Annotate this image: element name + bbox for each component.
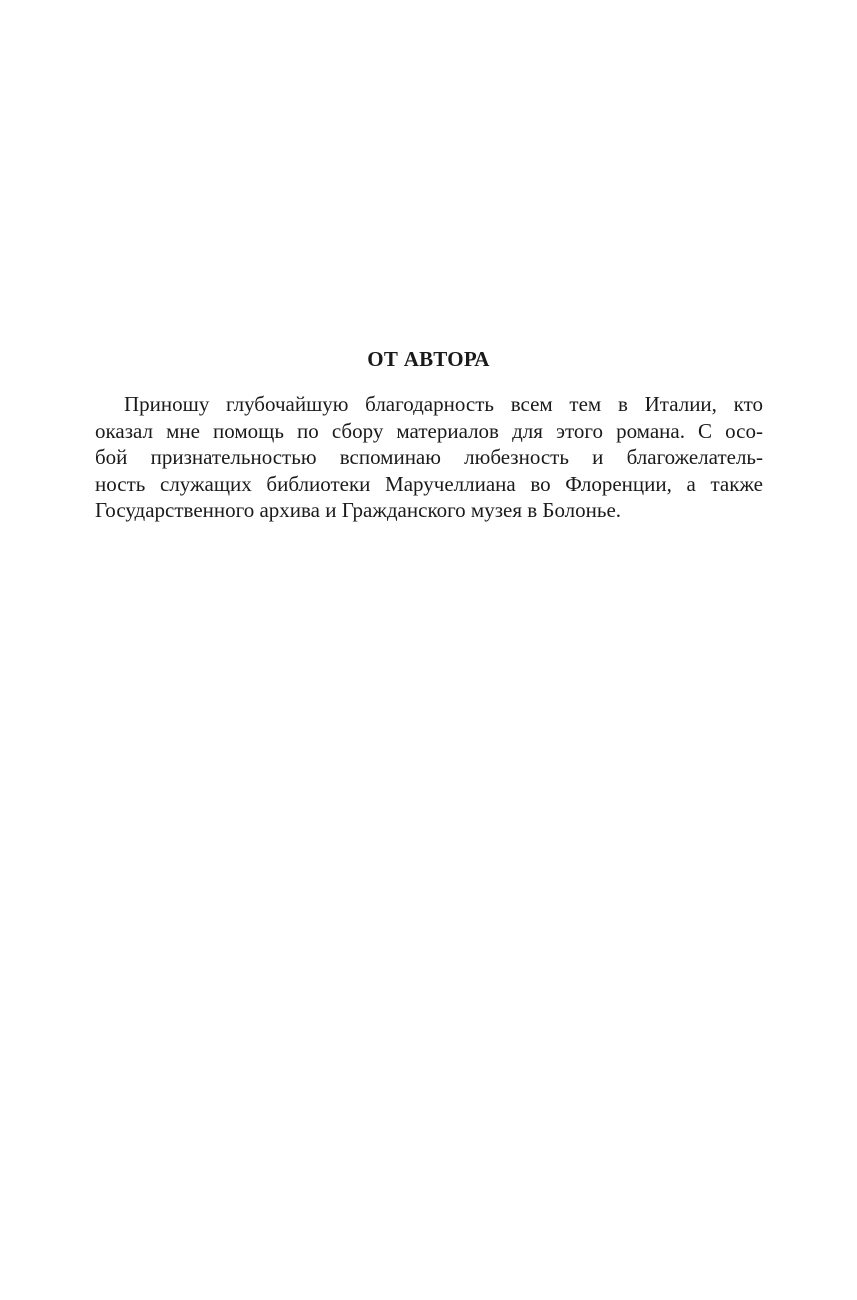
paragraph-line: Государственного архива и Гражданского музея в Болонье. <box>95 498 622 522</box>
paragraph-line: бой признательностью вспоминаю любезность и благожелатель- <box>95 445 763 469</box>
paragraph-line: ность служащих библиотеки Маручеллиана во Флоренции, а также <box>95 471 763 496</box>
acknowledgement-paragraph <box>95 391 763 524</box>
paragraph-line: Приношу глубочайшую благодарность всем тем в Италии, кто <box>124 392 763 416</box>
paragraph-line: оказал мне помощь по сбору материалов для этого романа. С осо- <box>95 418 763 443</box>
page-title: ОТ АВТОРА <box>367 347 490 371</box>
